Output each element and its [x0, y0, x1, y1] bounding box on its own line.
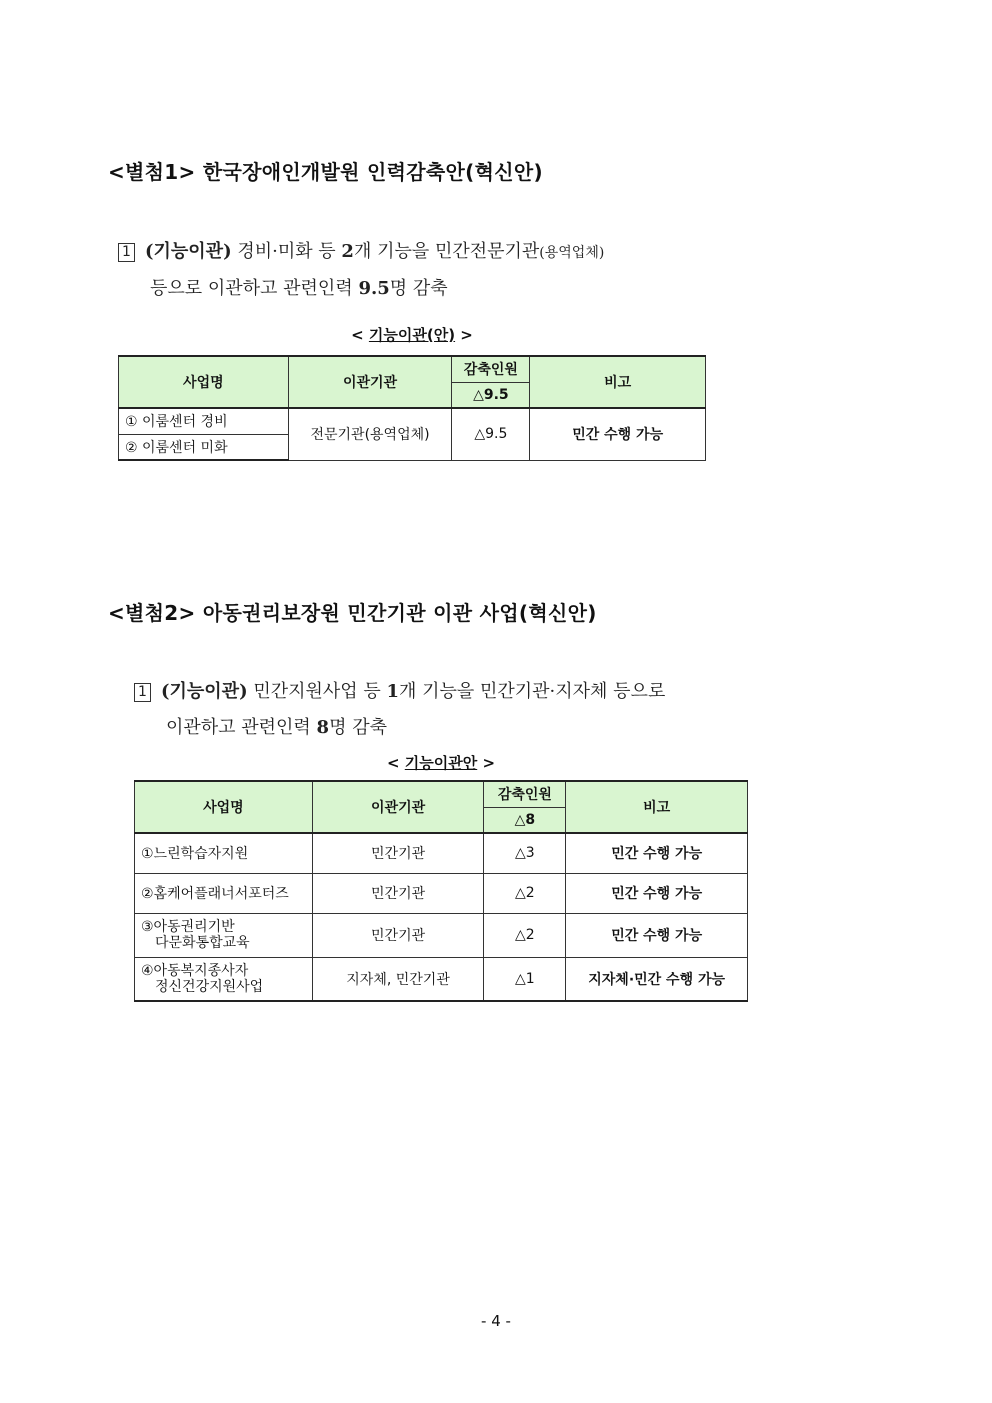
table-cell-agency: 민간기관 — [312, 873, 484, 913]
header-remark: 비고 — [530, 356, 706, 408]
caption-text: 기능이관안 — [404, 754, 478, 772]
section1-line1 — [118, 234, 604, 271]
page-number: - 4 - — [481, 1312, 511, 1330]
table-cell-reduction: △1 — [484, 957, 566, 1001]
header-agency: 이관기관 — [312, 781, 484, 833]
table-cell-agency: 전문기관(용역업체) — [288, 408, 452, 460]
item-tag: (기능이관) — [161, 681, 248, 702]
section1-heading: <별첨1> 한국장애인개발원 인력감축안(혁신안) — [108, 160, 543, 184]
line-text: 명 감축 — [389, 278, 448, 299]
header-reduction: 감축인원 — [484, 781, 566, 807]
section2-table — [134, 780, 748, 1002]
line-text: 개 기능을 민간기관·지자체 등으로 — [399, 681, 666, 702]
header-name: 사업명 — [135, 781, 313, 833]
caption-text: 기능이관(안) — [368, 326, 456, 344]
table-cell-reduction: △9.5 — [452, 408, 530, 460]
section2-line2 — [134, 710, 665, 746]
caption-bracket: < — [386, 754, 405, 772]
header-remark: 비고 — [566, 781, 748, 833]
item-tag: (기능이관) — [145, 241, 232, 262]
table-cell-agency: 민간기관 — [312, 913, 484, 957]
caption-bracket: > — [477, 754, 496, 772]
table-cell-remark: 민간 수행 가능 — [566, 873, 748, 913]
item-number-box: 1 — [134, 683, 151, 702]
section1-paragraph — [118, 234, 604, 307]
section2-heading: <별첨2> 아동권리보장원 민간기관 이관 사업(혁신안) — [108, 601, 597, 625]
line-text: 개 기능을 민간전문기관 — [353, 241, 540, 262]
section1-caption — [118, 324, 706, 345]
table-cell-name: ②홈케어플래너서포터즈 — [135, 873, 313, 913]
table-cell-name: ①느린학습자지원 — [135, 833, 313, 873]
caption-bracket: < — [351, 326, 369, 344]
table-cell-name: ③아동권리기반 다문화통합교육 — [135, 913, 313, 957]
table-row-name: ② 이룸센터 미화 — [119, 434, 289, 460]
table-row — [135, 833, 748, 873]
table-cell-remark: 지자체·민간 수행 가능 — [566, 957, 748, 1001]
section1-line2 — [118, 271, 604, 307]
item-number-box: 1 — [118, 243, 135, 262]
line-text: 등으로 이관하고 관련인력 — [150, 278, 359, 299]
table-cell-agency: 민간기관 — [312, 833, 484, 873]
section2-paragraph — [134, 674, 665, 746]
table-cell-reduction: △2 — [484, 873, 566, 913]
caption-bracket: > — [455, 326, 473, 344]
line-number: 1 — [386, 681, 400, 702]
line-text-small: (용역업체) — [539, 245, 605, 261]
line-number: 9.5 — [358, 278, 390, 299]
table-cell-remark: 민간 수행 가능 — [530, 408, 706, 460]
line-number: 2 — [341, 241, 354, 262]
table-cell-name: ④아동복지종사자 정신건강지원사업 — [135, 957, 313, 1001]
section2-line1 — [134, 674, 665, 710]
table-row — [135, 913, 748, 957]
table-cell-remark: 민간 수행 가능 — [566, 833, 748, 873]
line-text: 이관하고 관련인력 — [166, 717, 317, 738]
table-cell-reduction: △2 — [484, 913, 566, 957]
table-row-name: ① 이룸센터 경비 — [119, 408, 289, 434]
line-text: 민간지원사업 등 — [247, 681, 387, 702]
header-name: 사업명 — [119, 356, 289, 408]
header-agency: 이관기관 — [288, 356, 452, 408]
table-cell-agency: 지자체, 민간기관 — [312, 957, 484, 1001]
header-reduction-total: △8 — [484, 807, 566, 833]
table-row — [135, 957, 748, 1001]
table-row — [135, 873, 748, 913]
line-number: 8 — [316, 717, 330, 738]
line-text: 경비·미화 등 — [231, 241, 342, 262]
header-reduction: 감축인원 — [452, 356, 530, 382]
section2-caption — [134, 752, 748, 773]
table-cell-reduction: △3 — [484, 833, 566, 873]
line-text: 명 감축 — [329, 717, 387, 738]
table-cell-remark: 민간 수행 가능 — [566, 913, 748, 957]
section1-table — [118, 355, 706, 461]
header-reduction-total: △9.5 — [452, 382, 530, 408]
